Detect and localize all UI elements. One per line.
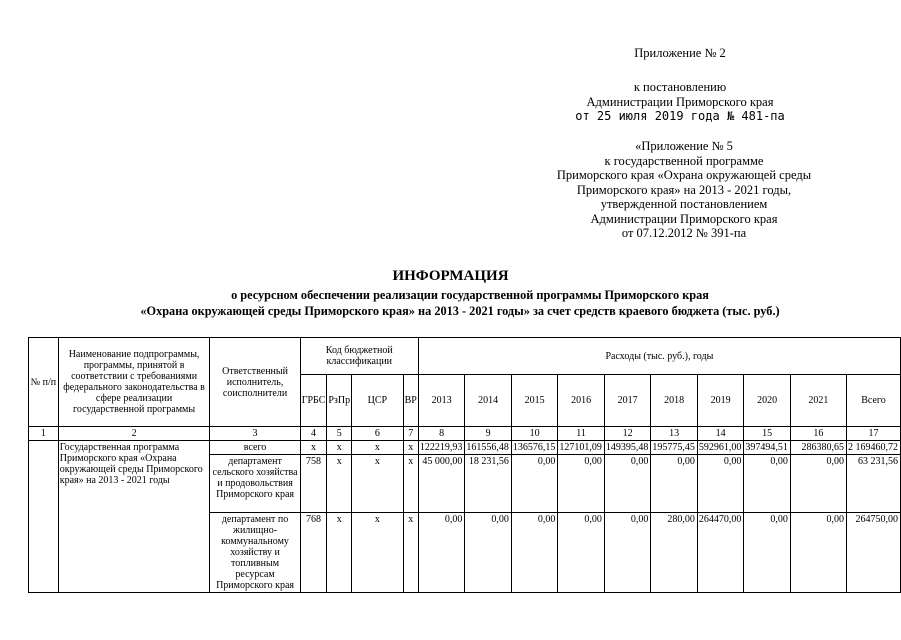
decree-line: к постановлению <box>633 80 727 94</box>
column-number: 2 <box>58 427 210 441</box>
header-year: 2020 <box>744 375 791 427</box>
column-number: 10 <box>511 427 558 441</box>
grbs-cell: х <box>300 441 327 455</box>
column-number: 4 <box>300 427 327 441</box>
column-number: 8 <box>418 427 465 441</box>
column-number: 6 <box>352 427 403 441</box>
value-cell: 0,00 <box>511 455 558 513</box>
value-cell: 397494,51 <box>744 441 791 455</box>
header-expenses: Расходы (тыс. руб.), годы <box>418 338 900 375</box>
vr-cell: х <box>403 513 418 593</box>
column-number: 7 <box>403 427 418 441</box>
column-number: 17 <box>846 427 900 441</box>
value-cell: 0,00 <box>418 513 465 593</box>
value-cell: 0,00 <box>744 513 791 593</box>
document-title: ИНФОРМАЦИЯ <box>392 268 509 284</box>
csr-cell: х <box>352 513 403 593</box>
responsible-cell: департамент сельского хозяйства и продовольствия Приморского края <box>210 455 300 513</box>
value-cell: 0,00 <box>558 455 605 513</box>
header-year: 2015 <box>511 375 558 427</box>
responsible-cell: всего <box>210 441 300 455</box>
csr-cell: х <box>352 441 403 455</box>
value-cell: 0,00 <box>558 513 605 593</box>
value-cell: 0,00 <box>604 455 651 513</box>
value-cell: 592961,00 <box>697 441 744 455</box>
value-cell: 286380,65 <box>790 441 846 455</box>
value-cell: 161556,48 <box>465 441 512 455</box>
csr-cell: х <box>352 455 403 513</box>
value-cell: 280,00 <box>651 513 698 593</box>
rzpr-cell: х <box>327 513 352 593</box>
value-cell: 45 000,00 <box>418 455 465 513</box>
header-grbs: ГРБС <box>300 375 327 427</box>
header-csr: ЦСР <box>352 375 403 427</box>
column-number: 3 <box>210 427 300 441</box>
decree-reference <box>550 80 810 124</box>
value-cell: 136576,15 <box>511 441 558 455</box>
total-cell: 2 169460,72 <box>846 441 900 455</box>
value-cell: 0,00 <box>697 455 744 513</box>
program-line: утвержденной постановлением <box>600 197 768 211</box>
value-cell: 122219,93 <box>418 441 465 455</box>
program-name: Государственная программа Приморского края «Охрана окружающей среды Приморского края» на 2013 - 2021 годы <box>58 441 210 593</box>
grbs-cell: 758 <box>300 455 327 513</box>
column-number: 12 <box>604 427 651 441</box>
value-cell: 0,00 <box>744 455 791 513</box>
document-subtitle-2: «Охрана окружающей среды Приморского края» на 2013 - 2021 годы» за счет средств краевого бюджета (тыс. руб.) <box>140 304 780 318</box>
value-cell: 264470,00 <box>697 513 744 593</box>
table-row <box>29 441 901 455</box>
responsible-cell: департамент по жилищно-коммунальному хозяйству и топливным ресурсам Приморского края <box>210 513 300 593</box>
resource-table <box>28 337 901 593</box>
total-cell: 264750,00 <box>846 513 900 593</box>
value-cell: 127101,09 <box>558 441 605 455</box>
header-responsible: Ответственный исполнитель, соисполнители <box>210 338 300 427</box>
column-number: 15 <box>744 427 791 441</box>
value-cell: 0,00 <box>465 513 512 593</box>
column-number: 14 <box>697 427 744 441</box>
program-line: к государственной программе <box>604 153 764 168</box>
program-reference <box>539 139 829 241</box>
decree-line: Администрации Приморского края <box>586 94 774 109</box>
header-year: 2019 <box>697 375 744 427</box>
value-cell: 18 231,56 <box>465 455 512 513</box>
header-year: 2017 <box>604 375 651 427</box>
header-year: 2018 <box>651 375 698 427</box>
value-cell: 195775,45 <box>651 441 698 455</box>
document-subtitle: о ресурсном обеспечении реализации государственной программы Приморского края <box>231 288 709 302</box>
value-cell: 0,00 <box>790 513 846 593</box>
value-cell: 149395,48 <box>604 441 651 455</box>
header-vr: ВР <box>403 375 418 427</box>
value-cell: 0,00 <box>511 513 558 593</box>
column-number: 11 <box>558 427 605 441</box>
value-cell: 0,00 <box>651 455 698 513</box>
row-number-cell <box>29 441 59 593</box>
header-total: Всего <box>846 375 900 427</box>
value-cell: 0,00 <box>604 513 651 593</box>
header-number: № п/п <box>29 338 59 427</box>
column-number: 9 <box>465 427 512 441</box>
column-number: 1 <box>29 427 59 441</box>
program-line: Администрации Приморского края <box>590 211 778 226</box>
header-rzpr: РзПр <box>327 375 352 427</box>
total-cell: 63 231,56 <box>846 455 900 513</box>
rzpr-cell: х <box>327 455 352 513</box>
rzpr-cell: х <box>327 441 352 455</box>
header-year: 2021 <box>790 375 846 427</box>
vr-cell: х <box>403 441 418 455</box>
program-line: Приморского края «Охрана окружающей среды <box>556 168 812 182</box>
appendix-title: Приложение № 2 <box>634 46 726 60</box>
column-number: 13 <box>651 427 698 441</box>
program-line: от 07.12.2012 № 391-па <box>621 226 747 240</box>
program-line: Приморского края» на 2013 - 2021 годы, <box>576 182 792 197</box>
vr-cell: х <box>403 455 418 513</box>
header-program-name: Наименование подпрограммы, программы, принятой в соответствии с требованиями федерального законодательства в сфере реализации государственной программы <box>58 338 210 427</box>
header-year: 2016 <box>558 375 605 427</box>
header-budget-code: Код бюджетной классификации <box>300 338 418 375</box>
decree-date: от 25 июля 2019 года № 481-па <box>575 109 785 123</box>
program-line: «Приложение № 5 <box>635 139 733 153</box>
grbs-cell: 768 <box>300 513 327 593</box>
header-year: 2013 <box>418 375 465 427</box>
column-number: 5 <box>327 427 352 441</box>
header-year: 2014 <box>465 375 512 427</box>
value-cell: 0,00 <box>790 455 846 513</box>
column-number: 16 <box>790 427 846 441</box>
